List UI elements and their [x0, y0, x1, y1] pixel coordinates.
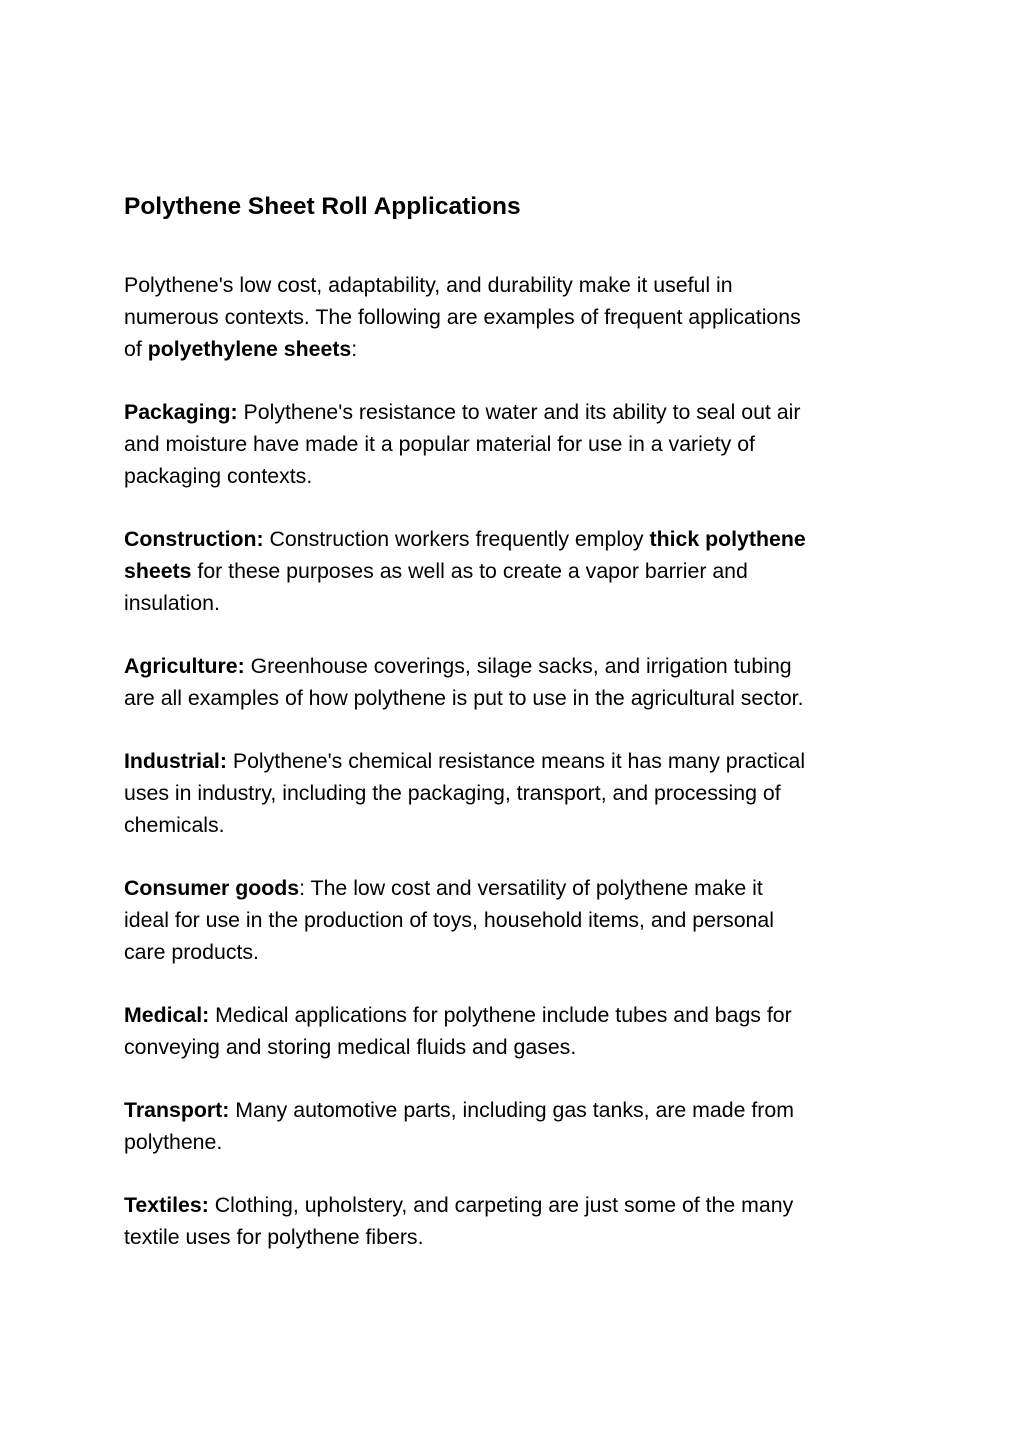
- consumer-line-1: [124, 872, 904, 904]
- industrial-label: Industrial:: [124, 749, 227, 773]
- consumer-label: Consumer goods: [124, 876, 300, 900]
- intro-line-2: numerous contexts. The following are examples of frequent applications: [124, 305, 801, 329]
- packaging-line-1: [124, 396, 904, 428]
- consumer-paragraph: [124, 872, 904, 968]
- agriculture-line-1: [124, 650, 904, 682]
- packaging-label: Packaging:: [124, 400, 238, 424]
- textiles-line-1: [124, 1189, 904, 1221]
- packaging-paragraph: [124, 396, 904, 492]
- agriculture-paragraph: [124, 650, 904, 714]
- agriculture-text-1: Greenhouse coverings, silage sacks, and irrigation tubing: [244, 654, 792, 678]
- intro-line-3: [124, 333, 904, 365]
- industrial-line-2: uses in industry, including the packaging, transport, and processing of: [124, 781, 781, 805]
- transport-line-2: polythene.: [124, 1130, 223, 1154]
- construction-line-2: [124, 555, 904, 587]
- industrial-line-1: [124, 745, 904, 777]
- textiles-text-1: Clothing, upholstery, and carpeting are just some of the many: [208, 1193, 794, 1217]
- industrial-paragraph: [124, 745, 904, 841]
- textiles-line-2: textile uses for polythene fibers.: [124, 1225, 424, 1249]
- medical-label: Medical:: [124, 1003, 210, 1027]
- construction-line-1: [124, 523, 904, 555]
- industrial-line-3: chemicals.: [124, 813, 225, 837]
- construction-label: Construction:: [124, 527, 264, 551]
- intro-paragraph: [124, 269, 904, 365]
- agriculture-label: Agriculture:: [124, 654, 245, 678]
- industrial-text-1: Polythene's chemical resistance means it has many practical: [226, 749, 806, 773]
- consumer-text-1: : The low cost and versatility of polythene make it: [299, 876, 763, 900]
- construction-bold-1: thick polythene: [649, 527, 806, 551]
- medical-line-2: conveying and storing medical fluids and gases.: [124, 1035, 577, 1059]
- consumer-line-2: ideal for use in the production of toys, household items, and personal: [124, 908, 774, 932]
- intro-prefix: of: [124, 337, 148, 361]
- intro-bold-term: polyethylene sheets: [147, 337, 352, 361]
- transport-label: Transport:: [124, 1098, 230, 1122]
- textiles-label: Textiles:: [124, 1193, 209, 1217]
- document-page: [124, 190, 904, 1253]
- intro-suffix: :: [351, 337, 358, 361]
- agriculture-line-2: are all examples of how polythene is put to use in the agricultural sector.: [124, 686, 804, 710]
- consumer-line-3: care products.: [124, 940, 259, 964]
- packaging-line-2: and moisture have made it a popular material for use in a variety of: [124, 432, 755, 456]
- transport-paragraph: [124, 1094, 904, 1158]
- medical-paragraph: [124, 999, 904, 1063]
- construction-text-1: Construction workers frequently employ: [263, 527, 650, 551]
- transport-text-1: Many automotive parts, including gas tanks, are made from: [229, 1098, 794, 1122]
- packaging-line-3: packaging contexts.: [124, 464, 313, 488]
- packaging-text-1: Polythene's resistance to water and its ability to seal out air: [237, 400, 801, 424]
- intro-line-1: Polythene's low cost, adaptability, and durability make it useful in: [124, 273, 733, 297]
- medical-text-1: Medical applications for polythene include tubes and bags for: [209, 1003, 792, 1027]
- construction-bold-2: sheets: [124, 559, 192, 583]
- construction-text-2: for these purposes as well as to create a vapor barrier and: [191, 559, 748, 583]
- textiles-paragraph: [124, 1189, 904, 1253]
- transport-line-1: [124, 1094, 904, 1126]
- construction-line-3: insulation.: [124, 591, 220, 615]
- construction-paragraph: [124, 523, 904, 619]
- medical-line-1: [124, 999, 904, 1031]
- page-title: Polythene Sheet Roll Applications: [124, 193, 521, 220]
